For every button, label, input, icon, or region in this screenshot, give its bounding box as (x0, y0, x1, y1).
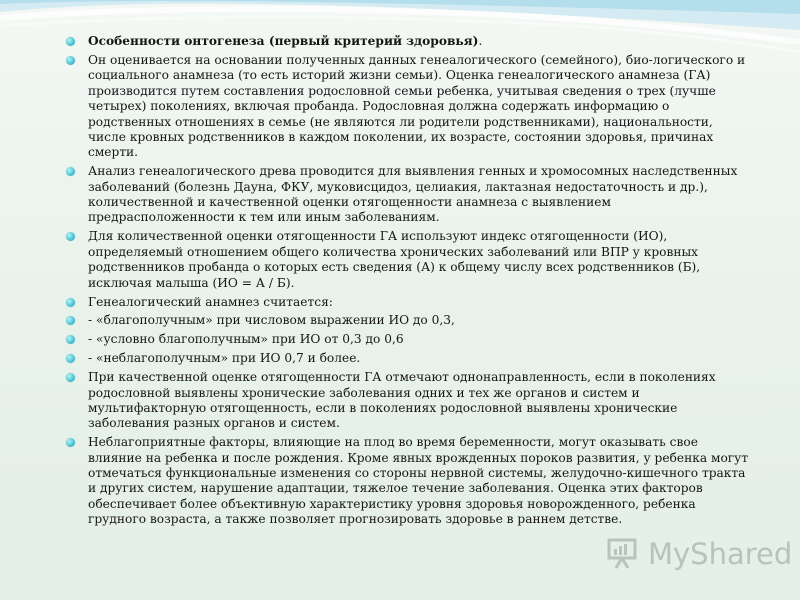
myshared-watermark (606, 534, 792, 574)
bullet-item (62, 313, 752, 328)
bullet-text: Анализ генеалогического древа проводится для выявления генных и хромосомных наследственных заболеваний (болезнь Дауна, ФКУ, муковисцидоз, целиакия, лактазная недостаточность и др.), количественной и качественной оценки отягощенности анамнеза с выявлением предрасположенности к тем или иным заболеваниям. (88, 164, 738, 225)
bullet-heading (62, 34, 752, 49)
presentation-board-icon (606, 537, 640, 571)
watermark-text: MyShared (648, 537, 793, 571)
bullet-dot-icon (66, 56, 75, 65)
bullet-text: - «благополучным» при числовом выражении ИО до 0,3, (88, 313, 455, 328)
bullet-list (62, 34, 752, 528)
bullet-item (62, 164, 752, 226)
bullet-text: Он оценивается на основании полученных данных генеалогического (семейного), био-логического и социального анамнеза (то есть историй жизни семьи). Оценка генеалогического анамнеза (ГА) производится путем составления родословной семьи ребенка, учитывая сведения о трех (лучше четырех) поколениях, включая пробанда. Родословная должна содержать информацию о родственных отношениях в семье (не являются ли родители родственниками), национальности, числе кровных родственников в каждом поколении, их возрасте, состоянии здоровья, причинах смерти. (88, 52, 746, 160)
bullet-dot-icon (66, 316, 75, 325)
bullet-text: - «неблагополучным» при ИО 0,7 и более. (88, 351, 361, 366)
slide-content (62, 34, 752, 531)
bullet-item (62, 370, 752, 432)
bullet-item (62, 332, 752, 347)
bullet-text: - «условно благополучным» при ИО от 0,3 до 0,6 (88, 332, 404, 347)
bullet-item (62, 351, 752, 366)
heading-tail: . (478, 34, 483, 48)
bullet-text: Для количественной оценки отягощенности ГА используют индекс отягощенности (ИО), определяемый отношением общего количества хронических заболеваний или ВПР у кровных родственников пробанда о которых есть сведения (А) к общему числу всех родственников (Б), исключая малыша (ИО = А / Б). (88, 229, 701, 290)
bullet-dot-icon (66, 167, 75, 176)
bullet-text: Генеалогический анамнез считается: (88, 294, 333, 309)
bullet-dot-icon (66, 335, 75, 344)
bullet-dot-icon (66, 438, 75, 447)
bullet-item (62, 435, 752, 527)
heading-bold: Особенности онтогенеза (первый критерий здоровья) (88, 34, 479, 48)
bullet-text: При качественной оценке отягощенности ГА отмечают однонаправленность, если в поколениях родословной выявлены хронические заболевания одних и тех же органов и систем и мультифакторную отягощенность, если в поколениях родословной выявлены хронические заболевания разных органов и систем. (88, 370, 716, 431)
bullet-dot-icon (66, 298, 75, 307)
bullet-item (62, 295, 752, 310)
bullet-dot-icon (66, 354, 75, 363)
bullet-item (62, 53, 752, 161)
bullet-dot-icon (66, 373, 75, 382)
bullet-item (62, 229, 752, 291)
bullet-dot-icon (66, 232, 75, 241)
bullet-dot-icon (66, 37, 75, 46)
bullet-text: Неблагоприятные факторы, влияющие на плод во время беременности, могут оказывать свое влияние на ребенка и после рождения. Кроме явных врожденных пороков развития, у ребенка могут отмечаться функциональные изменения со стороны нервной системы, желудочно-кишечного тракта и других систем, нарушение адаптации, тяжелое течение заболевания. Оценка этих факторов обеспечивает более объективную характеристику уровня здоровья новорожденного, ребенка грудного возраста, а также позволяет прогнозировать здоровье в раннем детстве. (88, 435, 749, 527)
